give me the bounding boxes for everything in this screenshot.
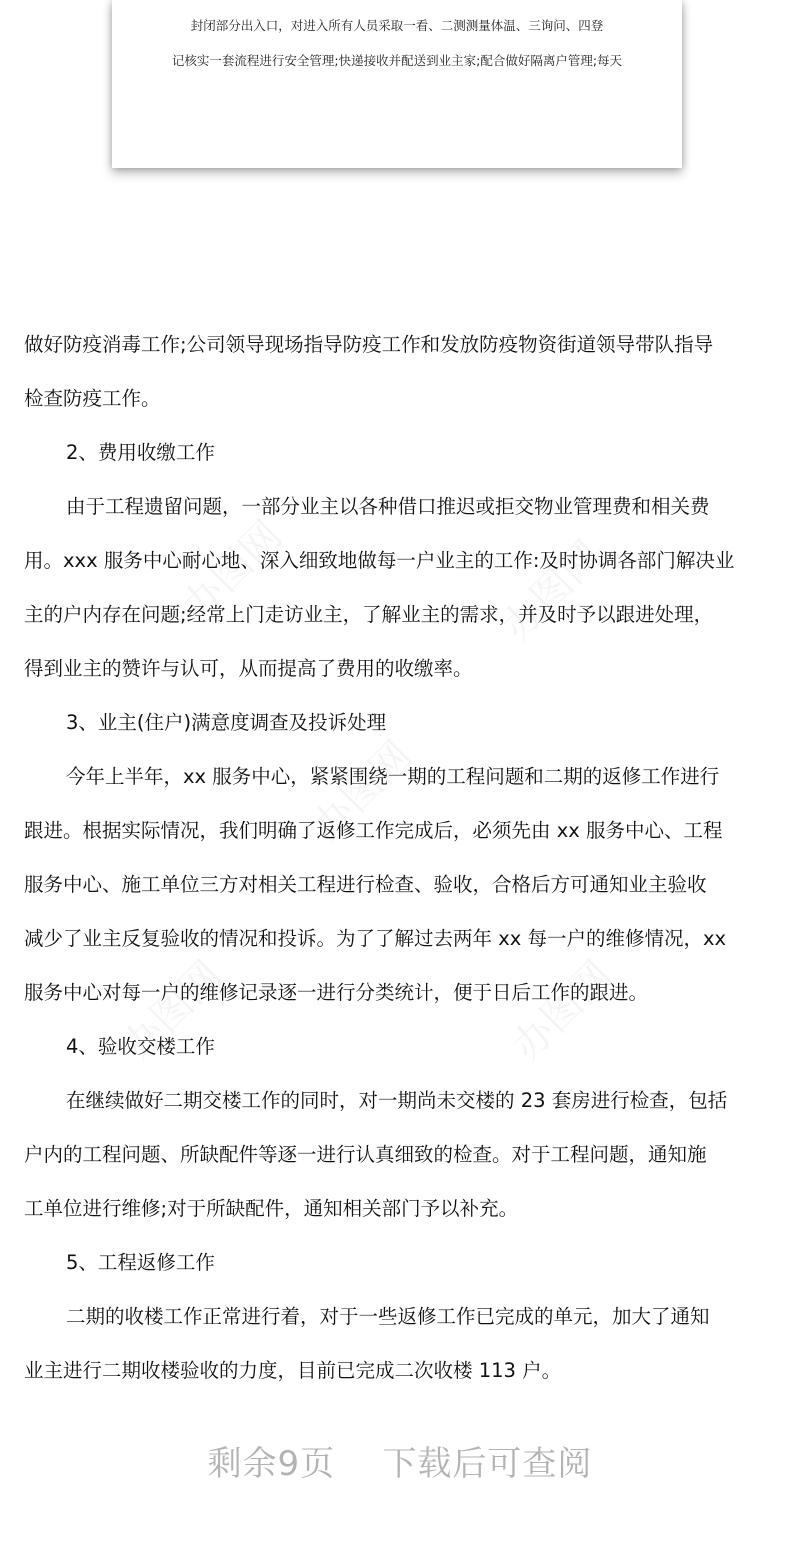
section-heading: 4、验收交楼工作 [66, 1035, 215, 1058]
paragraph-line: 由于工程遗留问题，一部分业主以各种借口推迟或拒交物业管理费和相关费 [66, 495, 710, 518]
remaining-pages-notice[interactable] [0, 1436, 800, 1485]
paragraph-line: 服务中心对每一户的维修记录逐一进行分类统计，便于日后工作的跟进。 [24, 981, 649, 1004]
paragraph-line: 检查防疫工作。 [24, 387, 161, 410]
paragraph-line: 今年上半年，xx 服务中心，紧紧围绕一期的工程问题和二期的返修工作进行 [66, 765, 720, 788]
preview-line-1: 封闭部分出入口，对进入所有人员采取一看、二测测量体温、三询问、四登 [190, 18, 604, 33]
paragraph-line: 用。xxx 服务中心耐心地、深入细致地做每一户业主的工作:及时协调各部门解决业 [24, 549, 735, 572]
paragraph-line: 业主进行二期收楼验收的力度，目前已完成二次收楼 113 户。 [24, 1359, 562, 1382]
remaining-pages-text: 剩余9页 [207, 1444, 336, 1484]
section-heading: 2、费用收缴工作 [66, 441, 215, 464]
document-body [24, 318, 780, 1398]
preview-line-2: 记核实一套流程进行安全管理;快递接收并配送到业主家;配合做好隔离户管理;每天 [171, 53, 623, 68]
paragraph-line: 在继续做好二期交楼工作的同时，对一期尚未交楼的 23 套房进行检查，包括 [66, 1089, 728, 1112]
section-heading: 5、工程返修工作 [66, 1251, 215, 1274]
paragraph-line: 户内的工程问题、所缺配件等逐一进行认真细致的检查。对于工程问题，通知施 [24, 1143, 707, 1166]
paragraph-line: 减少了业主反复验收的情况和投诉。为了了解过去两年 xx 每一户的维修情况，xx [24, 927, 727, 950]
paragraph-line: 做好防疫消毒工作;公司领导现场指导防疫工作和发放防疫物资街道领导带队指导 [24, 333, 714, 356]
paragraph-line: 跟进。根据实际情况，我们明确了返修工作完成后，必须先由 xx 服务中心、工程 [24, 819, 723, 842]
paragraph-line: 得到业主的赞许与认可，从而提高了费用的收缴率。 [24, 657, 473, 680]
section-heading: 3、业主(住户)满意度调查及投诉处理 [66, 711, 387, 734]
paragraph-line: 二期的收楼工作正常进行着，对于一些返修工作已完成的单元，加大了通知 [66, 1305, 710, 1328]
paragraph-line: 工单位进行维修;对于所缺配件，通知相关部门予以补充。 [24, 1197, 519, 1220]
previous-page-preview [112, 0, 682, 168]
paragraph-line: 服务中心、施工单位三方对相关工程进行检查、验收，合格后方可通知业主验收 [24, 873, 707, 896]
paragraph-line: 主的户内存在问题;经常上门走访业主，了解业主的需求，并及时予以跟进处理， [24, 603, 714, 626]
download-hint-text: 下载后可查阅 [382, 1444, 593, 1484]
